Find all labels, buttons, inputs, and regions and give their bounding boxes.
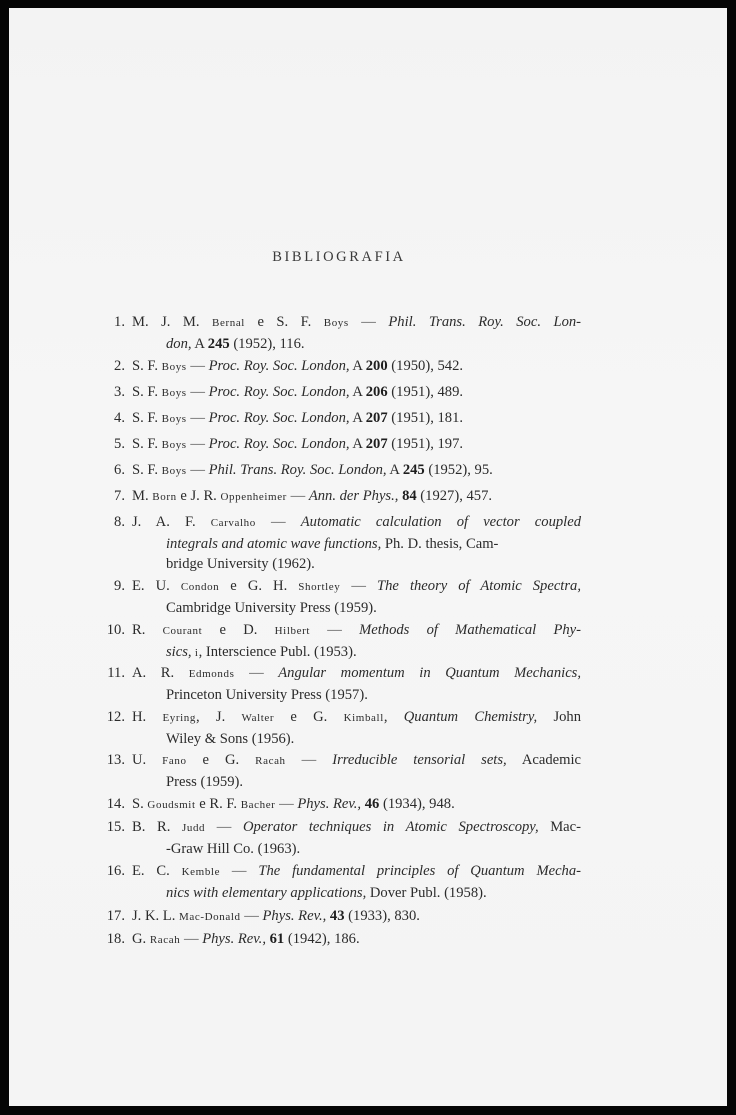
entry-text: S. F. Boys — Proc. Roy. Soc. London, A 207 (1951), 197. [132, 436, 464, 452]
entry-number: 1. [114, 314, 125, 330]
entry-number: 10. [106, 622, 125, 638]
entry-text: E. C. Kemble — The fundamental principles of Quantum Mecha- nics with elementary applications, Dover Publ. (1958). [132, 863, 582, 901]
entry-number: 7. [114, 488, 125, 504]
page-title: BIBLIOGRAFIA [272, 249, 406, 265]
entry-number: 4. [114, 410, 125, 426]
entry-number: 8. [114, 514, 125, 530]
entry-text: M. Born e J. R. Oppenheimer — Ann. der Phys., 84 (1927), 457. [132, 488, 493, 504]
entry-text: B. R. Judd — Operator techniques in Atomic Spectroscopy, Mac- -Graw Hill Co. (1963). [132, 819, 581, 857]
entry-number: 16. [106, 863, 125, 879]
entry-text: J. A. F. Carvalho — Automatic calculation of vector coupled integrals and atomic wave functions, Ph. D. thesis, Cam- bridge University (1962). [132, 514, 581, 572]
entry-text: J. K. L. Mac-Donald — Phys. Rev., 43 (1933), 830. [132, 908, 420, 924]
entry-text: U. Fano e G. Racah — Irreducible tensorial sets, Academic Press (1959). [132, 752, 582, 790]
entry-text: S. F. Boys — Proc. Roy. Soc. London, A 207 (1951), 181. [132, 410, 464, 426]
entry-number: 5. [114, 436, 125, 452]
entry-text: R. Courant e D. Hilbert — Methods of Mathematical Phy- sics, i, Interscience Publ. (1953). [132, 622, 581, 660]
entry-number: 6. [114, 462, 125, 478]
entry-text: M. J. M. Bernal e S. F. Boys — Phil. Trans. Roy. Soc. Lon- don, A 245 (1952), 116. [132, 314, 582, 352]
entry-text: H. Eyring, J. Walter e G. Kimball, Quantum Chemistry, John Wiley & Sons (1956). [132, 709, 582, 747]
entry-number: 14. [106, 796, 125, 812]
entry-number: 11. [107, 665, 125, 681]
entry-number: 2. [114, 358, 125, 374]
entry-text: S. F. Boys — Proc. Roy. Soc. London, A 200 (1950), 542. [132, 358, 464, 374]
entry-number: 17. [106, 908, 125, 924]
entry-text: G. Racah — Phys. Rev., 61 (1942), 186. [132, 931, 360, 947]
entry-number: 13. [106, 752, 125, 768]
entry-text: A. R. Edmonds — Angular momentum in Quantum Mechanics, Princeton University Press (1957). [132, 665, 581, 703]
entry-number: 18. [106, 931, 125, 947]
entry-text: E. U. Condon e G. H. Shortley — The theory of Atomic Spectra, Cambridge University Press (1959). [132, 578, 581, 616]
entry-text: S. F. Boys — Proc. Roy. Soc. London, A 206 (1951), 489. [132, 384, 464, 400]
entry-number: 9. [114, 578, 125, 594]
entry-text: S. Goudsmit e R. F. Bacher — Phys. Rev., 46 (1934), 948. [132, 796, 455, 812]
entry-number: 15. [106, 819, 125, 835]
entry-text: S. F. Boys — Phil. Trans. Roy. Soc. London, A 245 (1952), 95. [132, 462, 493, 478]
page-sheet [9, 8, 727, 1106]
entry-number: 12. [106, 709, 125, 725]
entry-number: 3. [114, 384, 125, 400]
